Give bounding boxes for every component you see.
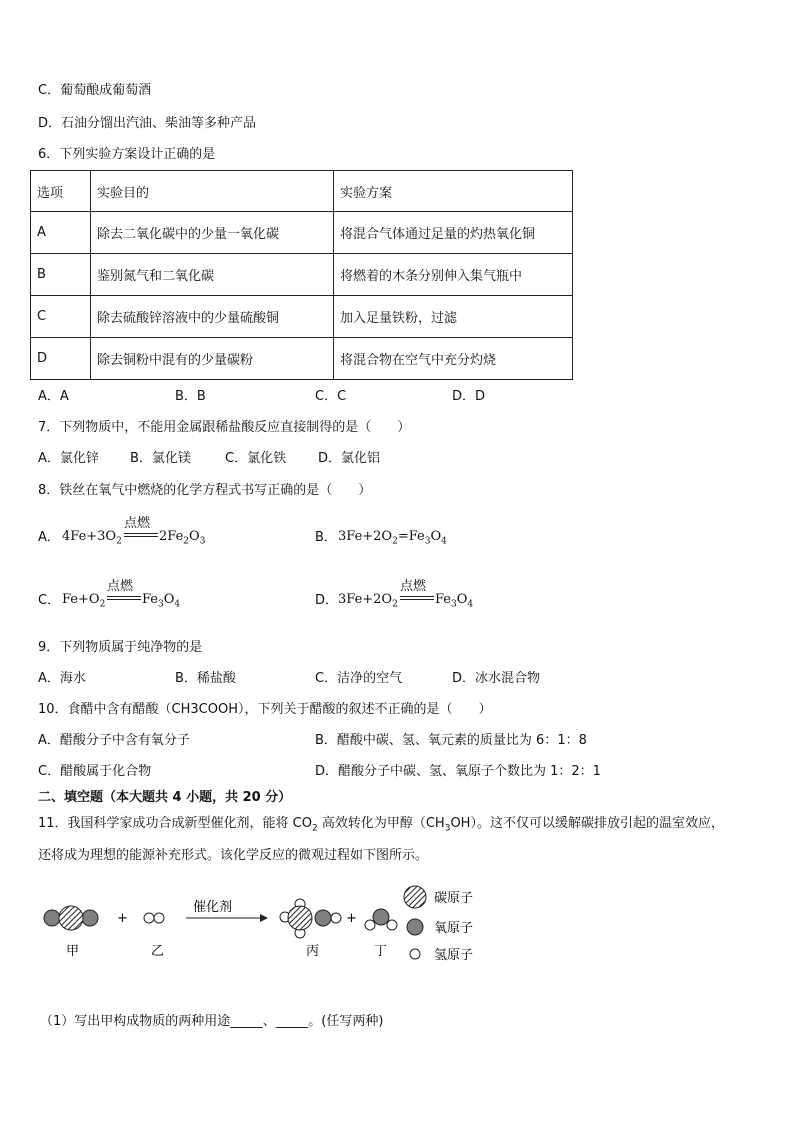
table-cell: 除去硫酸锌溶液中的少量硫酸铜 bbox=[91, 296, 334, 338]
table-cell: 将混合物在空气中充分灼烧 bbox=[334, 338, 573, 380]
q8-equals-c bbox=[107, 596, 141, 597]
q6-option-a: A．A bbox=[38, 389, 69, 404]
co2-molecule-icon bbox=[44, 906, 98, 930]
q8-equation-d: $3Fe+2O_2$ bbox=[338, 592, 398, 610]
q6-option-b: B．B bbox=[175, 389, 206, 404]
table-cell: B bbox=[31, 254, 91, 296]
q10-option-c: C．醋酸属于化合物 bbox=[38, 764, 152, 779]
q11-sub1: （1）写出甲构成物质的两种用途_____、_____。(任写两种) bbox=[40, 1014, 384, 1029]
hydrogen-atom-icon bbox=[410, 949, 420, 959]
q8-equation-c: $Fe+O_2$ bbox=[62, 592, 106, 610]
label-jia: 甲 bbox=[66, 944, 80, 959]
plus-sign: + bbox=[117, 911, 128, 926]
q11-stem-line2: 还将成为理想的能源补充形式。该化学反应的微观过程如下图所示。 bbox=[38, 848, 429, 863]
q8-equals-d2 bbox=[400, 599, 434, 600]
q8-condition-c: 点燃 bbox=[107, 579, 134, 594]
q8-equation-a: $4Fe+3O_2$ bbox=[62, 529, 122, 547]
carbon-atom-icon bbox=[404, 886, 426, 908]
q8-option-d-label: D． bbox=[315, 593, 339, 608]
q10-stem: 10．食醋中含有醋酸（CH3COOH），下列关于醋酸的叙述不正确的是（ ） bbox=[38, 702, 492, 717]
q10-option-b: B．醋酸中碳、氢、氧元素的质量比为 6：1：8 bbox=[315, 733, 587, 748]
q7-option-c: C．氯化铁 bbox=[225, 451, 287, 466]
q5-option-c: C．葡萄酿成葡萄酒 bbox=[38, 83, 152, 98]
q9-option-b: B．稀盐酸 bbox=[175, 671, 236, 686]
q8-equation-b: $3Fe+2O_2=Fe_3O_4$ bbox=[338, 529, 447, 547]
table-row bbox=[31, 338, 573, 380]
q8-equation-d-product: $Fe_3O_4$ bbox=[435, 592, 474, 610]
q9-option-d: D．冰水混合物 bbox=[452, 671, 541, 686]
methanol-molecule-icon bbox=[280, 899, 341, 938]
q10-option-a: A．醋酸分子中含有氧分子 bbox=[38, 733, 190, 748]
q9-stem: 9．下列物质属于纯净物的是 bbox=[38, 640, 203, 655]
legend-oxygen: 氧原子 bbox=[434, 921, 474, 936]
catalyst-label: 催化剂 bbox=[193, 900, 233, 915]
table-header-cell: 选项 bbox=[31, 171, 91, 212]
table-cell: 加入足量铁粉，过滤 bbox=[334, 296, 573, 338]
oxygen-atom-icon bbox=[407, 919, 423, 935]
q7-option-a: A．氯化锌 bbox=[38, 451, 99, 466]
table-cell: D bbox=[31, 338, 91, 380]
table-cell: 除去铜粉中混有的少量碳粉 bbox=[91, 338, 334, 380]
q6-table bbox=[30, 170, 573, 380]
q10-option-d: D．醋酸分子中碳、氢、氧原子个数比为 1：2：1 bbox=[315, 764, 601, 779]
reaction-diagram bbox=[38, 880, 508, 970]
table-row bbox=[31, 296, 573, 338]
plus-sign: + bbox=[346, 911, 357, 926]
q7-option-b: B．氯化镁 bbox=[130, 451, 191, 466]
q8-stem: 8．铁丝在氧气中燃烧的化学方程式书写正确的是（ ） bbox=[38, 483, 372, 498]
table-cell: 将燃着的木条分别伸入集气瓶中 bbox=[334, 254, 573, 296]
q9-option-a: A．海水 bbox=[38, 671, 86, 686]
h2-molecule-icon bbox=[144, 913, 164, 923]
q8-equals-a bbox=[124, 533, 158, 534]
table-cell: C bbox=[31, 296, 91, 338]
q8-equals-a2 bbox=[124, 536, 158, 537]
q6-option-d: D．D bbox=[452, 389, 486, 404]
q8-option-b-label: B． bbox=[315, 530, 337, 545]
q7-option-d: D．氯化铝 bbox=[318, 451, 381, 466]
table-header-row bbox=[31, 171, 573, 212]
label-yi: 乙 bbox=[151, 944, 165, 959]
q11-stem-line1: 11．我国科学家成功合成新型催化剂，能将 $CO_2$ 高效转化为甲醇$(CH_3OH)$。这不仅可以缓解碳排放引起的温室效应， bbox=[38, 816, 724, 834]
q6-option-c: C．C bbox=[315, 389, 347, 404]
q8-option-a-label: A． bbox=[38, 530, 60, 545]
q8-condition-a: 点燃 bbox=[124, 516, 151, 531]
q8-option-c-label: C． bbox=[38, 593, 61, 608]
arrow-head-icon bbox=[260, 914, 268, 922]
legend bbox=[404, 886, 473, 963]
table-row bbox=[31, 212, 573, 254]
legend-carbon: 碳原子 bbox=[434, 891, 474, 906]
q8-equals-d bbox=[400, 596, 434, 597]
table-cell: 除去二氧化碳中的少量一氧化碳 bbox=[91, 212, 334, 254]
q8-condition-d: 点燃 bbox=[400, 579, 427, 594]
water-molecule-icon bbox=[365, 909, 397, 930]
label-ding: 丁 bbox=[374, 944, 388, 959]
table-cell: 鉴别氮气和二氧化碳 bbox=[91, 254, 334, 296]
q9-option-c: C．洁净的空气 bbox=[315, 671, 403, 686]
label-bing: 丙 bbox=[306, 944, 320, 959]
table-cell: A bbox=[31, 212, 91, 254]
table-cell: 将混合气体通过足量的灼热氧化铜 bbox=[334, 212, 573, 254]
q7-stem: 7．下列物质中，不能用金属跟稀盐酸反应直接制得的是（ ） bbox=[38, 420, 411, 435]
table-header-cell: 实验目的 bbox=[91, 171, 334, 212]
q8-equals-c2 bbox=[107, 599, 141, 600]
section-heading: 二、填空题（本大题共 4 小题，共 20 分） bbox=[38, 790, 292, 805]
q8-equation-c-product: $Fe_3O_4$ bbox=[142, 592, 181, 610]
q6-stem: 6．下列实验方案设计正确的是 bbox=[38, 147, 216, 162]
table-row bbox=[31, 254, 573, 296]
q5-option-d: D．石油分馏出汽油、柴油等多种产品 bbox=[38, 116, 257, 131]
q8-equation-a-product: $2Fe_2O_3$ bbox=[159, 529, 206, 547]
legend-hydrogen: 氢原子 bbox=[434, 948, 474, 963]
table-header-cell: 实验方案 bbox=[334, 171, 573, 212]
